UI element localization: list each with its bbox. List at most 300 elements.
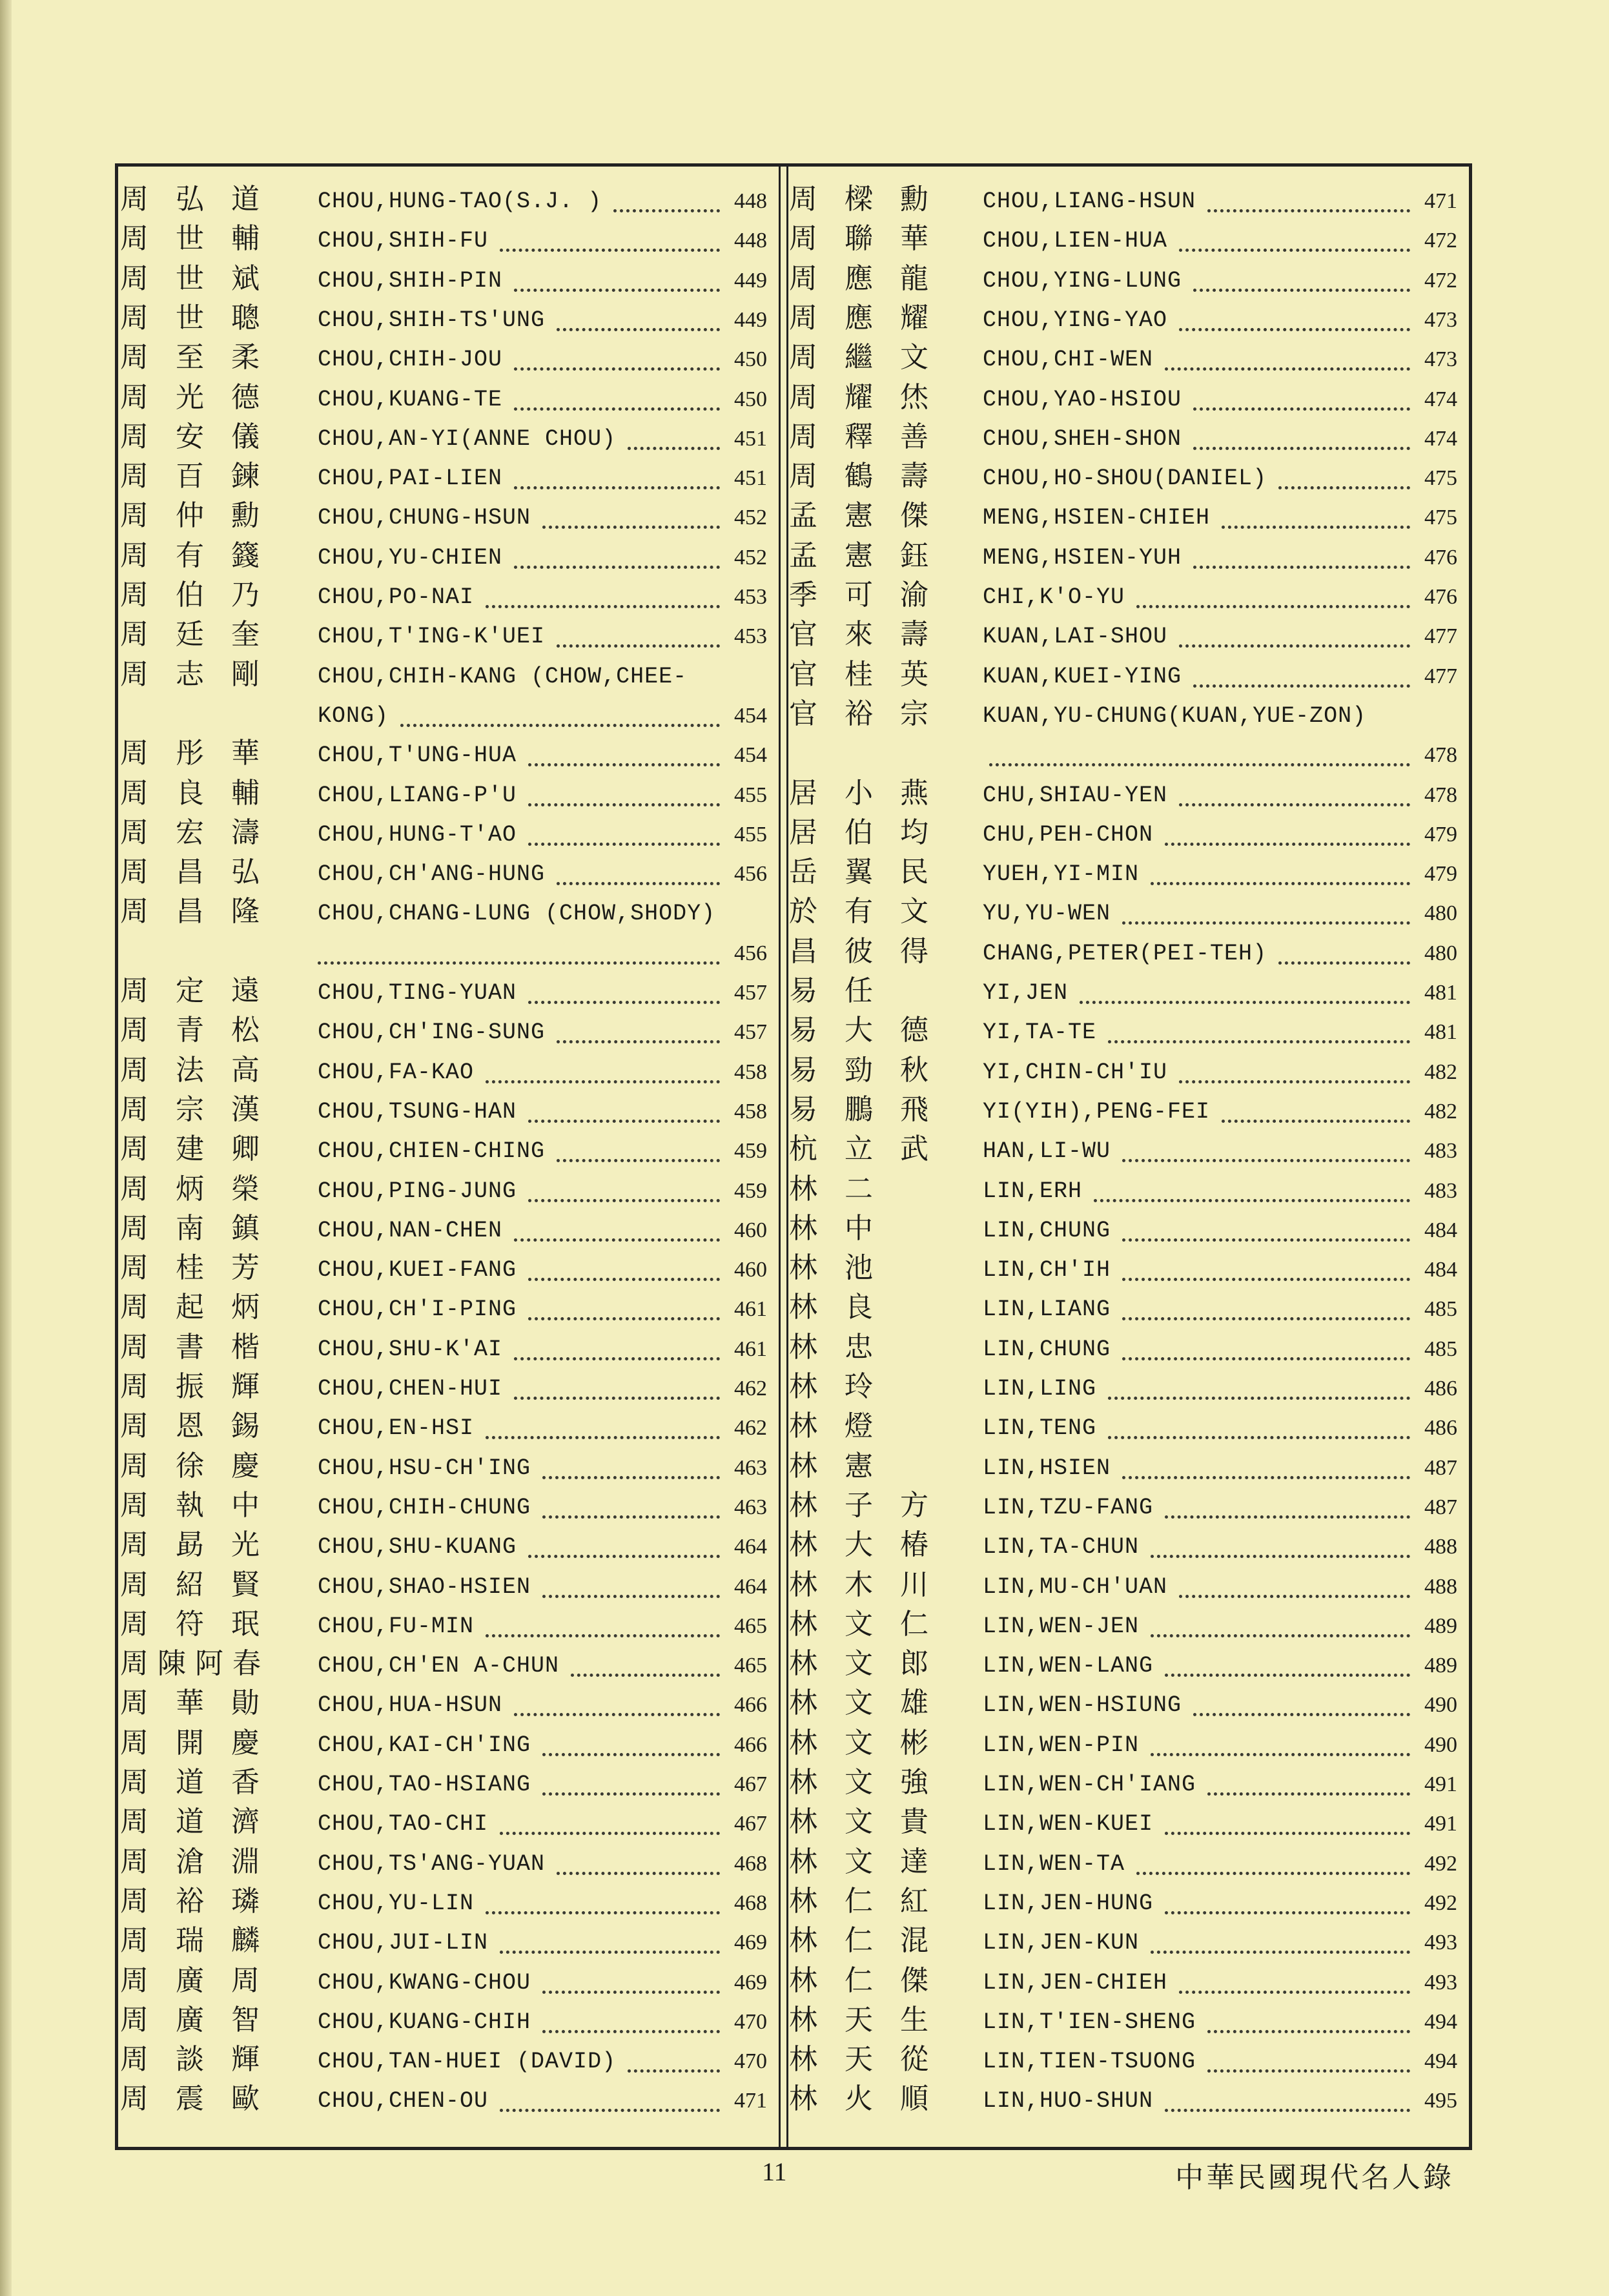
page-ref: 481 [1424,981,1457,1005]
page-ref: 494 [1424,2010,1457,2034]
index-entry [789,774,1470,813]
page-ref: 480 [1424,941,1457,965]
page-ref: 452 [734,506,767,529]
page-ref: 460 [734,1258,767,1282]
index-entry [118,774,776,813]
dot-leader [1179,783,1410,806]
index-entry [789,1446,1470,1486]
page-ref: 471 [1424,189,1457,213]
chinese-name: 周 震 歐 [120,2082,269,2115]
index-entry [789,259,1470,298]
romanized-name: YI,TA-TE [983,1020,1097,1045]
chinese-name: 周 世 輔 [120,222,269,255]
index-entry [118,496,776,535]
page-ref: 478 [1424,783,1457,807]
chinese-name: 周 應 龍 [789,262,938,295]
index-entry [118,1090,776,1129]
page-ref: 458 [734,1060,767,1084]
romanized-name: CHOU,CHI-WEN [983,347,1154,373]
dot-leader [1108,1020,1410,1043]
romanized-name: CHOU,FA-KAO [318,1060,475,1085]
romanized-name: LIN,HUO-SHUN [983,2088,1154,2114]
dot-leader [542,505,720,529]
chinese-name: 易 勁 秋 [789,1054,938,1087]
romanized-name: CHOU,T'UNG-HUA [318,743,517,768]
index-entry [789,1248,1470,1287]
index-entry [789,2079,1470,2118]
chinese-name: 周 定 遠 [120,974,269,1007]
page-ref: 461 [734,1297,767,1321]
dot-leader [1080,980,1410,1004]
dot-leader [1179,307,1410,331]
page-ref: 492 [1424,1891,1457,1915]
romanized-name: YI,CHIN-CH'IU [983,1060,1168,1085]
romanized-name: LIN,WEN-TA [983,1851,1125,1877]
page-ref: 453 [734,624,767,648]
romanized-name: LIN,TIEN-TSUONG [983,2049,1196,2075]
dot-leader [528,783,720,806]
romanized-name: CHOU,KWANG-CHOU [318,1970,531,1996]
page-ref: 452 [734,546,767,569]
romanized-name: CHOU,CHIH-JOU [318,347,503,373]
romanized-name: CHOU,TAO-CHI [318,1811,489,1837]
page-ref: 468 [734,1891,767,1915]
dot-leader [1122,1218,1410,1242]
chinese-name: 周 華 勛 [120,1686,269,1719]
chinese-name: 林 玲 [789,1370,882,1403]
index-entry [118,1486,776,1525]
page-ref: 475 [1424,506,1457,529]
romanized-name: CHOU,HO-SHOU(DANIEL) [983,466,1267,491]
romanized-name: CHOU,T'ING-K'UEI [318,624,546,650]
chinese-name: 周 振 輝 [120,1370,269,1403]
page-ref: 467 [734,1772,767,1796]
dot-leader [318,941,720,965]
romanized-name: LIN,MU-CH'UAN [983,1574,1168,1600]
dot-leader [557,1020,720,1043]
romanized-name: CHOU,KUANG-TE [318,387,503,413]
dot-leader [557,624,720,648]
dot-leader [1165,1891,1410,1914]
dot-leader [1193,664,1410,688]
romanized-name: CHOU,SHAO-HSIEN [318,1574,531,1600]
dot-leader [1122,901,1410,925]
chinese-name: 林 憲 [789,1450,882,1482]
dot-leader [528,1257,720,1281]
chinese-name: 周 紹 賢 [120,1568,269,1601]
dot-leader [1207,1772,1410,1796]
index-entry [789,378,1470,417]
dot-leader [528,822,720,846]
page-ref: 479 [1424,862,1457,886]
page-ref: 448 [734,229,767,252]
index-entry [118,932,776,971]
dot-leader [542,1574,720,1598]
index-entry [118,2079,776,2118]
romanized-name: CHOU,SHIH-FU [318,228,489,254]
chinese-name: 周 建 卿 [120,1133,269,1165]
dot-leader [514,545,720,569]
romanized-name: CHOU,KAI-CH'ING [318,1732,531,1758]
dot-leader [542,1970,720,1994]
romanized-name: CHOU,TING-YUAN [318,980,517,1006]
chinese-name: 居 小 燕 [789,777,938,810]
romanized-name: CHOU,LIEN-HUA [983,228,1168,254]
index-entry [789,456,1470,496]
chinese-name: 周 裕 璘 [120,1885,269,1918]
page-ref: 485 [1424,1297,1457,1321]
chinese-name: 孟 憲 傑 [789,499,938,532]
dot-leader [500,228,720,252]
romanized-name: CHOU,SHEH-SHON [983,426,1182,452]
page-ref: 476 [1424,585,1457,609]
romanized-name: CHOU,PO-NAI [318,584,475,610]
chinese-name: 昌 彼 得 [789,935,938,968]
chinese-name: 林 子 方 [789,1489,938,1522]
romanized-name: CHOU,FU-MIN [318,1614,475,1639]
dot-leader [528,1297,720,1320]
page-ref: 448 [734,189,767,213]
index-entry [789,1525,1470,1564]
index-entry [118,1802,776,1841]
page-ref: 470 [734,2049,767,2073]
page-ref: 477 [1424,624,1457,648]
romanized-name: MENG,HSIEN-YUH [983,545,1182,571]
dot-leader [1179,624,1410,648]
index-entry [118,655,776,694]
chinese-name: 周 聯 華 [789,222,938,255]
page-ref: 475 [1424,466,1457,490]
romanized-name: CHOU,HUNG-T'AO [318,822,517,848]
chinese-name: 周 符 珉 [120,1608,269,1641]
dot-leader [1094,1178,1410,1202]
romanized-name: CHOU,CHIH-CHUNG [318,1495,531,1521]
dot-leader [989,743,1410,766]
romanized-name: CHI,K'O-YU [983,584,1125,610]
dot-leader [628,426,720,450]
dot-leader [528,1178,720,1202]
dot-leader [1278,466,1410,489]
index-entry [789,1802,1470,1841]
romanized-name: KUAN,YU-CHUNG(KUAN,YUE-ZON) [983,703,1367,729]
romanized-name: CHOU,TS'ANG-YUAN [318,1851,546,1877]
chinese-name: 杭 立 武 [789,1133,938,1165]
chinese-name: 周 宏 濤 [120,816,269,849]
chinese-name: 林 仁 傑 [789,1964,938,1997]
page-ref: 486 [1424,1377,1457,1400]
index-entry [118,1921,776,1960]
dot-leader [1122,1257,1410,1281]
page-ref: 464 [734,1575,767,1599]
dot-leader [528,743,720,766]
dot-leader [1136,1851,1410,1875]
page-ref: 460 [734,1218,767,1242]
index-entry [118,892,776,931]
index-entry [118,1842,776,1881]
chinese-name: 周 宗 漢 [120,1093,269,1126]
index-entry [789,1683,1470,1723]
romanized-name: LIN,T'IEN-SHENG [983,2009,1196,2035]
index-entry [789,1287,1470,1327]
chinese-name: 周 世 聰 [120,302,269,334]
chinese-name: 周 恩 錫 [120,1409,269,1442]
index-entry [118,1604,776,1644]
dot-leader [542,2009,720,2033]
page-ref: 480 [1424,901,1457,925]
page-ref: 471 [734,2089,767,2113]
index-entry [118,1525,776,1564]
chinese-name: 林 仁 混 [789,1924,938,1957]
page-ref: 459 [734,1179,767,1203]
index-entry [118,259,776,298]
dot-leader [557,307,720,331]
page-number: 11 [762,2157,787,2186]
romanized-name: CHOU,KUEI-FANG [318,1257,517,1283]
page-ref: 487 [1424,1495,1457,1519]
page-ref: 476 [1424,546,1457,569]
index-entry [789,1881,1470,1921]
chinese-name: 周 瑞 麟 [120,1924,269,1957]
dot-leader [1193,545,1410,569]
index-entry [118,1010,776,1050]
index-entry [789,655,1470,694]
page-ref: 450 [734,347,767,371]
dot-leader [500,1930,720,1954]
index-entry [118,1367,776,1406]
dot-leader [1151,1732,1410,1756]
romanized-name: LIN,JEN-HUNG [983,1891,1154,1916]
page-ref: 473 [1424,308,1457,332]
page-ref: 451 [734,466,767,490]
romanized-name: YU,YU-WEN [983,901,1111,927]
index-entry [118,298,776,338]
index-entry [789,813,1470,852]
chinese-name: 周 昌 隆 [120,895,269,928]
dot-leader [1122,1297,1410,1320]
chinese-name: 周 繼 文 [789,341,938,374]
romanized-name: CHOU,YING-YAO [983,307,1168,333]
dot-leader [1165,1495,1410,1519]
index-entry [789,1129,1470,1169]
romanized-name: CHOU,YU-LIN [318,1891,475,1916]
page-ref: 468 [734,1852,767,1876]
romanized-name: LIN,WEN-HSIUNG [983,1692,1182,1718]
dot-leader [557,1851,720,1875]
romanized-name: CHOU,TSUNG-HAN [318,1099,517,1125]
page-ref: 489 [1424,1654,1457,1677]
dot-leader [1151,861,1410,885]
index-entry [118,1051,776,1090]
dot-leader [528,1099,720,1123]
index-entry [118,1446,776,1486]
chinese-name: 周 桂 芳 [120,1251,269,1284]
dot-leader [557,1138,720,1162]
index-entry [789,694,1470,733]
index-entry [118,1683,776,1723]
chinese-name: 林 忠 [789,1331,882,1364]
romanized-name: CHOU,YING-LUNG [983,268,1182,294]
page-ref: 472 [1424,229,1457,252]
dot-leader [486,1614,720,1637]
romanized-name: LIN,WEN-KUEI [983,1811,1154,1837]
chinese-name: 林 大 椿 [789,1528,938,1561]
dot-leader [571,1653,720,1677]
romanized-name: CHU,SHIAU-YEN [983,783,1168,808]
dot-leader [514,1376,720,1400]
dot-leader [1151,1614,1410,1637]
dot-leader [542,1732,720,1756]
romanized-name: CHOU,JUI-LIN [318,1930,489,1956]
romanized-name: CHOU,SHU-KUANG [318,1534,517,1560]
page-ref: 462 [734,1416,767,1440]
dot-leader [1136,584,1410,608]
dot-leader [1207,2049,1410,2073]
romanized-name: LIN,JEN-KUN [983,1930,1140,1956]
page-ref: 483 [1424,1139,1457,1163]
dot-leader [1193,426,1410,450]
page-ref: 466 [734,1693,767,1717]
dot-leader [486,584,720,608]
index-entry [118,2000,776,2040]
index-entry [118,733,776,773]
chinese-name: 周 青 松 [120,1014,269,1047]
page-ref: 472 [1424,269,1457,292]
index-entry [118,1723,776,1763]
index-entry [789,298,1470,338]
dot-leader [1108,1415,1410,1439]
dot-leader [1165,2088,1410,2112]
chinese-name: 林 燈 [789,1409,882,1442]
page-ref: 456 [734,941,767,965]
page-ref: 490 [1424,1693,1457,1717]
chinese-name: 周 徐 慶 [120,1450,269,1482]
romanized-name: CHU,PEH-CHON [983,822,1154,848]
romanized-name: LIN,WEN-PIN [983,1732,1140,1758]
romanized-name: CHOU,CH'EN A-CHUN [318,1653,560,1679]
column-divider [786,163,788,2150]
index-entry [118,1169,776,1209]
page-ref: 484 [1424,1218,1457,1242]
dot-leader [514,466,720,489]
index-entry [118,813,776,852]
chinese-name: 林 文 貴 [789,1805,938,1838]
index-entry [789,1010,1470,1050]
page-ref: 492 [1424,1852,1457,1876]
index-entry [789,1604,1470,1644]
dot-leader [613,189,720,212]
romanized-name: LIN,CH'IH [983,1257,1111,1283]
index-entry [789,496,1470,535]
chinese-name: 周 光 德 [120,381,269,414]
dot-leader [400,703,720,727]
dot-leader [1179,228,1410,252]
page-ref: 462 [734,1377,767,1400]
dot-leader [486,1891,720,1914]
dot-leader [1179,1060,1410,1083]
index-entry [789,1723,1470,1763]
page-ref: 470 [734,2010,767,2034]
romanized-name: LIN,TENG [983,1415,1097,1441]
dot-leader [1165,1811,1410,1835]
page-ref: 491 [1424,1812,1457,1836]
page-ref: 493 [1424,1931,1457,1954]
romanized-name: CHOU,HUNG-TAO(S.J. ) [318,189,602,214]
chinese-name: 易 鵬 飛 [789,1093,938,1126]
dot-leader [628,2049,720,2073]
romanized-name: CHOU,HUA-HSUN [318,1692,503,1718]
romanized-name: LIN,ERH [983,1178,1083,1204]
romanized-name: LIN,HSIEN [983,1455,1111,1481]
chinese-name: 孟 憲 鈺 [789,539,938,572]
chinese-name: 周 耀 烋 [789,381,938,414]
romanized-name: CHOU,CHEN-HUI [318,1376,503,1402]
page-ref: 487 [1424,1456,1457,1480]
index-entry [118,1565,776,1604]
index-entry [118,575,776,615]
chinese-name: 周 昌 弘 [120,856,269,888]
dot-leader [557,861,720,885]
page-ref: 494 [1424,2049,1457,2073]
romanized-name: CHOU,CH'ANG-HUNG [318,861,546,887]
dot-leader [1122,1337,1410,1360]
index-entry [118,615,776,654]
chinese-name: 季 可 渝 [789,579,938,611]
page-ref: 489 [1424,1614,1457,1638]
romanized-name: CHOU,YU-CHIEN [318,545,503,571]
chinese-name: 周 百 鍊 [120,460,269,493]
romanized-name: HAN,LI-WU [983,1138,1111,1164]
chinese-name: 居 伯 均 [789,816,938,849]
romanized-name: CHOU,CHIH-KANG (CHOW,CHEE- [318,664,688,690]
chinese-name: 易 任 [789,974,882,1007]
dot-leader [1165,347,1410,371]
chinese-name: 周 滄 淵 [120,1845,269,1878]
chinese-name: 林 文 仁 [789,1608,938,1641]
dot-leader [514,387,720,411]
page-ref: 474 [1424,387,1457,411]
page-ref: 482 [1424,1060,1457,1084]
index-entry [118,179,776,219]
chinese-name: 林 文 達 [789,1845,938,1878]
page-ref: 486 [1424,1416,1457,1440]
chinese-name: 林 中 [789,1212,882,1245]
romanized-name: KUAN,LAI-SHOU [983,624,1168,650]
dot-leader [1151,1930,1410,1954]
romanized-name: KONG) [318,703,389,729]
page-ref: 490 [1424,1733,1457,1757]
chinese-name: 林 文 強 [789,1766,938,1799]
dot-leader [1207,189,1410,212]
romanized-name: LIN,JEN-CHIEH [983,1970,1168,1996]
page-ref: 449 [734,269,767,292]
romanized-name: LIN,WEN-LANG [983,1653,1154,1679]
chinese-name: 官 桂 英 [789,658,938,691]
dot-leader [514,1337,720,1360]
chinese-name: 官 裕 宗 [789,697,938,730]
dot-leader [514,1692,720,1716]
dot-leader [1179,1574,1410,1598]
index-entry [118,1209,776,1248]
page-ref: 458 [734,1100,767,1123]
chinese-name: 周 執 中 [120,1489,269,1522]
dot-leader [1165,1653,1410,1677]
dot-leader [1193,1692,1410,1716]
page-ref: 469 [734,1931,767,1954]
romanized-name: CHOU,NAN-CHEN [318,1218,503,1244]
dot-leader [514,347,720,371]
chinese-name: 林 二 [789,1173,882,1205]
page-ref: 464 [734,1535,767,1559]
